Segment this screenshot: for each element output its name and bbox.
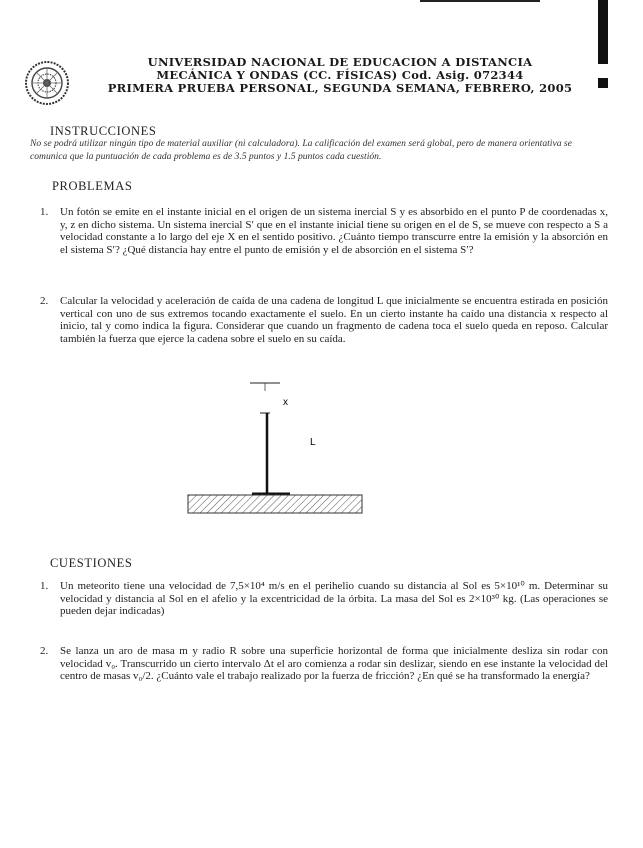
course-name: MECÁNICA Y ONDAS (CC. FÍSICAS) Cod. Asig. 072344	[156, 68, 524, 82]
problem-1-text: Un fotón se emite en el instante inicial en el origen de un sistema inercial S y es absorbido en el punto P de coordenadas x, y, z en dicho sistema. Un sistema inercial S′ que en el instante inicial tiene su origen en el de S, se mueve con respecto a S a velocidad constante a lo largo del eje X en el sentido positivo. ¿Cuánto tiempo transcurre entre la emisión y la absorción en el sistema S′? ¿Qué distancia hay entre el punto de emisión y el de absorción en el sistema S′?	[60, 206, 608, 256]
question-1-number: 1.	[40, 580, 49, 592]
question-2-text: Se lanza un aro de masa m y radio R sobre una superficie horizontal de forma que inicialmente desliza sin rodar con velocidad v₀. Transcurrido un cierto intervalo Δt el aro comienza a rodar sin deslizar, siendo en ese instante la velocidad del centro de masas v₀/2. ¿Cuánto vale el trabajo realizado por la fuerza de fricción? ¿En qué se ha transformado la energía?	[60, 645, 608, 682]
scan-edge-bar	[598, 0, 608, 64]
problem-2-text: Calcular la velocidad y aceleración de caída de una cadena de longitud L que inicialmente se encuentra estirada en posición vertical con uno de sus extremos tocando exactamente el suelo. En un cierto instante ha caído una distancia x respecto al inicio, tal y como indica la figura. Considerar que cuando un fragmento de cadena toca el suelo queda en reposo. Calcular también la fuerza que ejerce la cadena sobre el suelo en su caída.	[60, 295, 608, 345]
exam-title: PRIMERA PRUEBA PERSONAL, SEGUNDA SEMANA, FEBRERO, 2005	[107, 81, 573, 95]
instructions-heading: INSTRUCCIONES	[50, 124, 157, 138]
figure-label-L: L	[310, 437, 316, 448]
scan-top-rule	[420, 0, 540, 2]
exam-header	[80, 56, 600, 95]
university-name: UNIVERSIDAD NACIONAL DE EDUCACION A DISTANCIA	[147, 55, 533, 69]
problems-heading: PROBLEMAS	[52, 179, 133, 193]
questions-heading: CUESTIONES	[50, 556, 133, 570]
floor	[188, 495, 362, 513]
question-2-number: 2.	[40, 645, 49, 657]
problem-2-number: 2.	[40, 295, 49, 307]
question-1-text: Un meteorito tiene una velocidad de 7,5×10⁴ m/s en el perihelio cuando su distancia al Sol es 5×10¹⁰ m. Determinar su velocidad y distancia al Sol en el afelio y la excentricidad de la órbita. La masa del Sol es 2×10³⁰ kg. (Las operaciones se pueden dejar indicadas)	[60, 580, 608, 617]
figure-label-x: x	[283, 397, 288, 408]
chain-figure	[180, 377, 370, 517]
problem-1-number: 1.	[40, 206, 49, 218]
university-seal-icon	[24, 60, 70, 106]
instructions-text: No se podrá utilizar ningún tipo de material auxiliar (ni calculadora). La calificación del examen será global, pero de manera orientativa se comunica que la puntuación de cada problema es de 3.5 puntos y 1.5 puntos cada cuestión.	[30, 138, 572, 162]
